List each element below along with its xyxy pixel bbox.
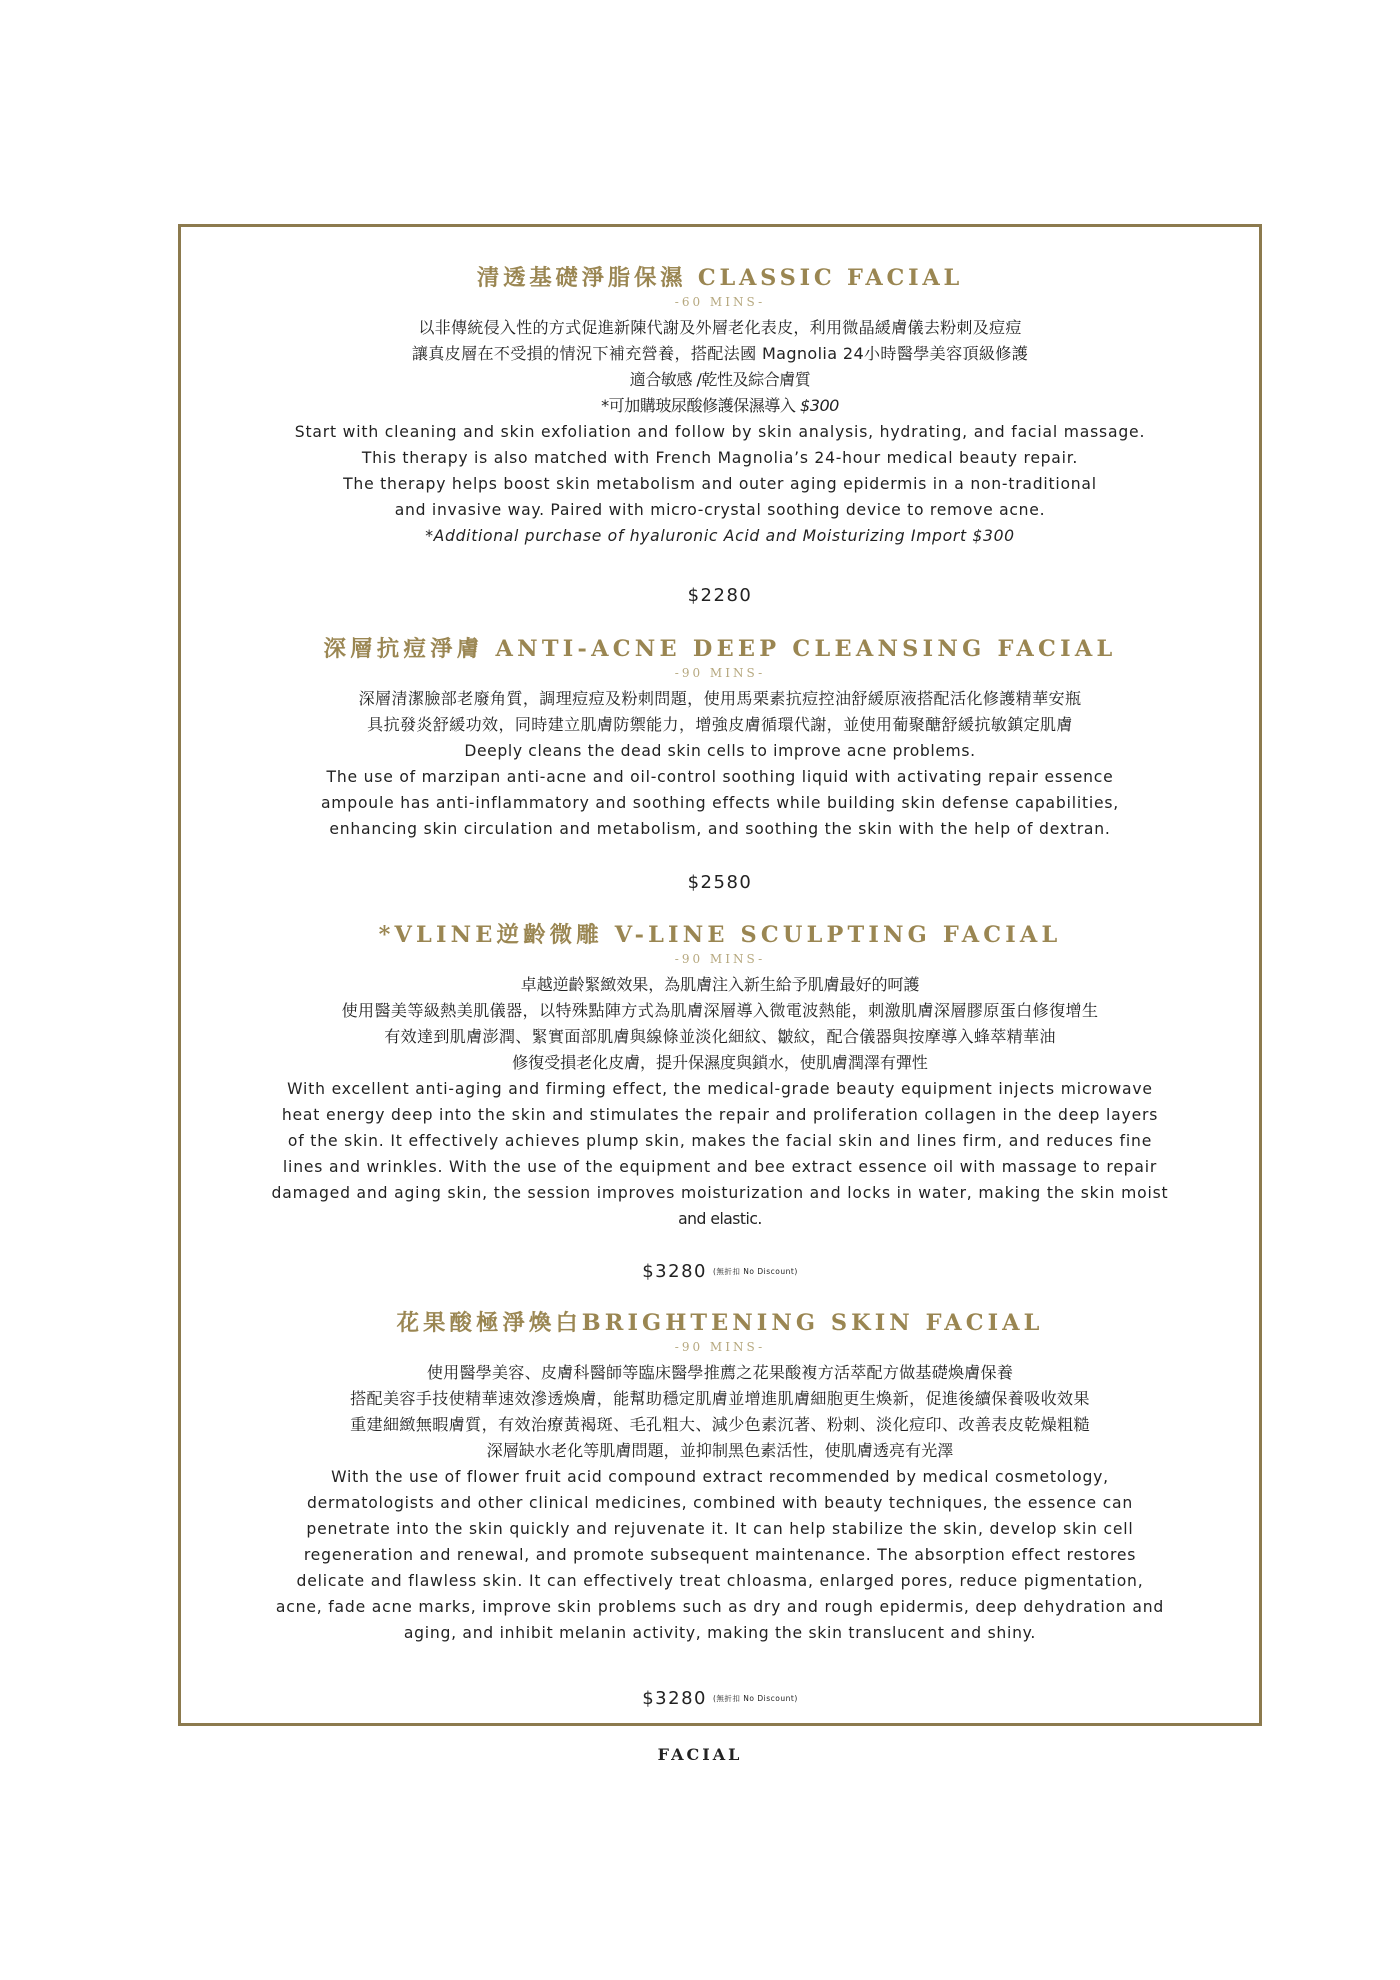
zh-line: 以非傳統侵入性的方式促進新陳代謝及外層老化表皮，利用微晶緩膚儀去粉刺及痘痘 [418,318,1022,337]
en-line: dermatologists and other clinical medicines, combined with beauty techniques, the essence can [306,1494,1134,1512]
section-classic-facial [181,263,1259,549]
en-line: Deeply cleans the dead skin cells to improve acne problems. [464,742,976,760]
section-title: 花果酸極淨煥白BRIGHTENING SKIN FACIAL [396,1310,1044,1336]
en-line: ampoule has anti-inflammatory and soothing effects while building skin defense capabilities, [320,794,1120,812]
price: $3280 [642,1688,707,1709]
zh-line: 重建細緻無暇膚質，有效治療黃褐斑、毛孔粗大、減少色素沉著、粉刺、淡化痘印、改善表皮乾燥粗糙 [350,1415,1090,1434]
zh-line: 搭配美容手技使精華速效滲透煥膚，能幫助穩定肌膚並增進肌膚細胞更生煥新，促進後續保養吸收效果 [350,1389,1090,1408]
en-line: of the skin. It effectively achieves plump skin, makes the facial skin and lines firm, and reduces fine [287,1132,1153,1150]
en-line: penetrate into the skin quickly and rejuvenate it. It can help stabilize the skin, develop skin cell [306,1520,1134,1538]
duration: -60 MINS- [674,295,766,309]
en-line: heat energy deep into the skin and stimulates the repair and proliferation collagen in the deep layers [281,1106,1159,1124]
price: $2280 [687,585,753,606]
en-line: and invasive way. Paired with micro-crystal soothing device to remove acne. [394,501,1046,519]
section-brightening-facial [181,1308,1259,1646]
en-line: Start with cleaning and skin exfoliation and follow by skin analysis, hydrating, and facial massage. [294,423,1146,441]
page-footer: FACIAL [657,1745,743,1764]
en-line: lines and wrinkles. With the use of the equipment and bee extract essence oil with massage to repair [282,1158,1158,1176]
zh-line: 修復受損老化皮膚，提升保濕度與鎖水，使肌膚潤澤有彈性 [512,1053,928,1072]
en-line: With excellent anti-aging and firming effect, the medical-grade beauty equipment injects microwave [287,1080,1153,1098]
price: $3280 [642,1261,707,1282]
en-line: damaged and aging skin, the session improves moisturization and locks in water, making the skin moist [271,1184,1169,1202]
section-title: 深層抗痘淨膚 ANTI-ACNE DEEP CLEANSING FACIAL [323,636,1117,662]
addon-line [181,393,1259,419]
addon-price: $300 [800,396,839,415]
en-line: regeneration and renewal, and promote subsequent maintenance. The absorption effect restores [303,1546,1137,1564]
duration: -90 MINS- [674,666,766,680]
en-line: The therapy helps boost skin metabolism and outer aging epidermis in a non-traditional [343,475,1097,493]
no-discount-note: (無折扣 No Discount) [713,1694,798,1703]
duration: -90 MINS- [674,1340,766,1354]
section-anti-acne-facial [181,634,1259,842]
zh-line: 有效達到肌膚澎潤、緊實面部肌膚與線條並淡化細紋、皺紋，配合儀器與按摩導入蜂萃精華油 [384,1027,1056,1046]
en-line: With the use of flower fruit acid compound extract recommended by medical cosmetology, [331,1468,1109,1486]
addon-text: *可加購玻尿酸修護保濕導入 [601,396,800,415]
en-line: delicate and flawless skin. It can effectively treat chloasma, enlarged pores, reduce pigmentation, [296,1572,1144,1590]
no-discount-note: (無折扣 No Discount) [713,1267,798,1276]
zh-line: 深層清潔臉部老廢角質，調理痘痘及粉刺問題，使用馬栗素抗痘控油舒緩原液搭配活化修護精華安瓶 [358,689,1082,708]
price-row [181,1259,1259,1285]
price-row [181,1686,1259,1712]
zh-line: 讓真皮層在不受損的情況下補充營養，搭配法國 Magnolia 24小時醫學美容頂級修護 [411,344,1029,363]
section-vline-facial [181,920,1259,1232]
en-line: This therapy is also matched with French Magnolia’s 24-hour medical beauty repair. [361,449,1079,467]
zh-line: 卓越逆齡緊緻效果，為肌膚注入新生給予肌膚最好的呵護 [520,975,920,994]
zh-line: 深層缺水老化等肌膚問題，並抑制黑色素活性，使肌膚透亮有光澤 [486,1441,954,1460]
section-title: 清透基礎淨脂保濕 CLASSIC FACIAL [476,265,964,291]
zh-line: 具抗發炎舒緩功效，同時建立肌膚防禦能力，增強皮膚循環代謝，並使用葡聚醣舒緩抗敏鎮定肌膚 [367,715,1073,734]
en-line: and elastic. [678,1210,762,1228]
zh-line: 使用醫學美容、皮膚科醫師等臨床醫學推薦之花果酸複方活萃配方做基礎煥膚保養 [426,1363,1014,1382]
zh-line: 使用醫美等級熱美肌儀器，以特殊點陣方式為肌膚深層導入微電波熱能，刺激肌膚深層膠原蛋白修復增生 [341,1001,1099,1020]
zh-line: 適合敏感 /乾性及綜合膚質 [629,370,811,389]
en-line: enhancing skin circulation and metabolism, and soothing the skin with the help of dextran. [329,820,1111,838]
en-line: aging, and inhibit melanin activity, making the skin translucent and shiny. [403,1624,1037,1642]
price: $2580 [687,872,753,893]
duration: -90 MINS- [674,952,766,966]
en-line: The use of marzipan anti-acne and oil-control soothing liquid with activating repair essence [326,768,1114,786]
en-line: acne, fade acne marks, improve skin problems such as dry and rough epidermis, deep dehydration and [275,1598,1165,1616]
en-addon-line: *Additional purchase of hyaluronic Acid and Moisturizing Import $300 [425,527,1015,545]
menu-frame [178,224,1262,1726]
section-title: *VLINE逆齡微雕 V-LINE SCULPTING FACIAL [378,922,1062,948]
